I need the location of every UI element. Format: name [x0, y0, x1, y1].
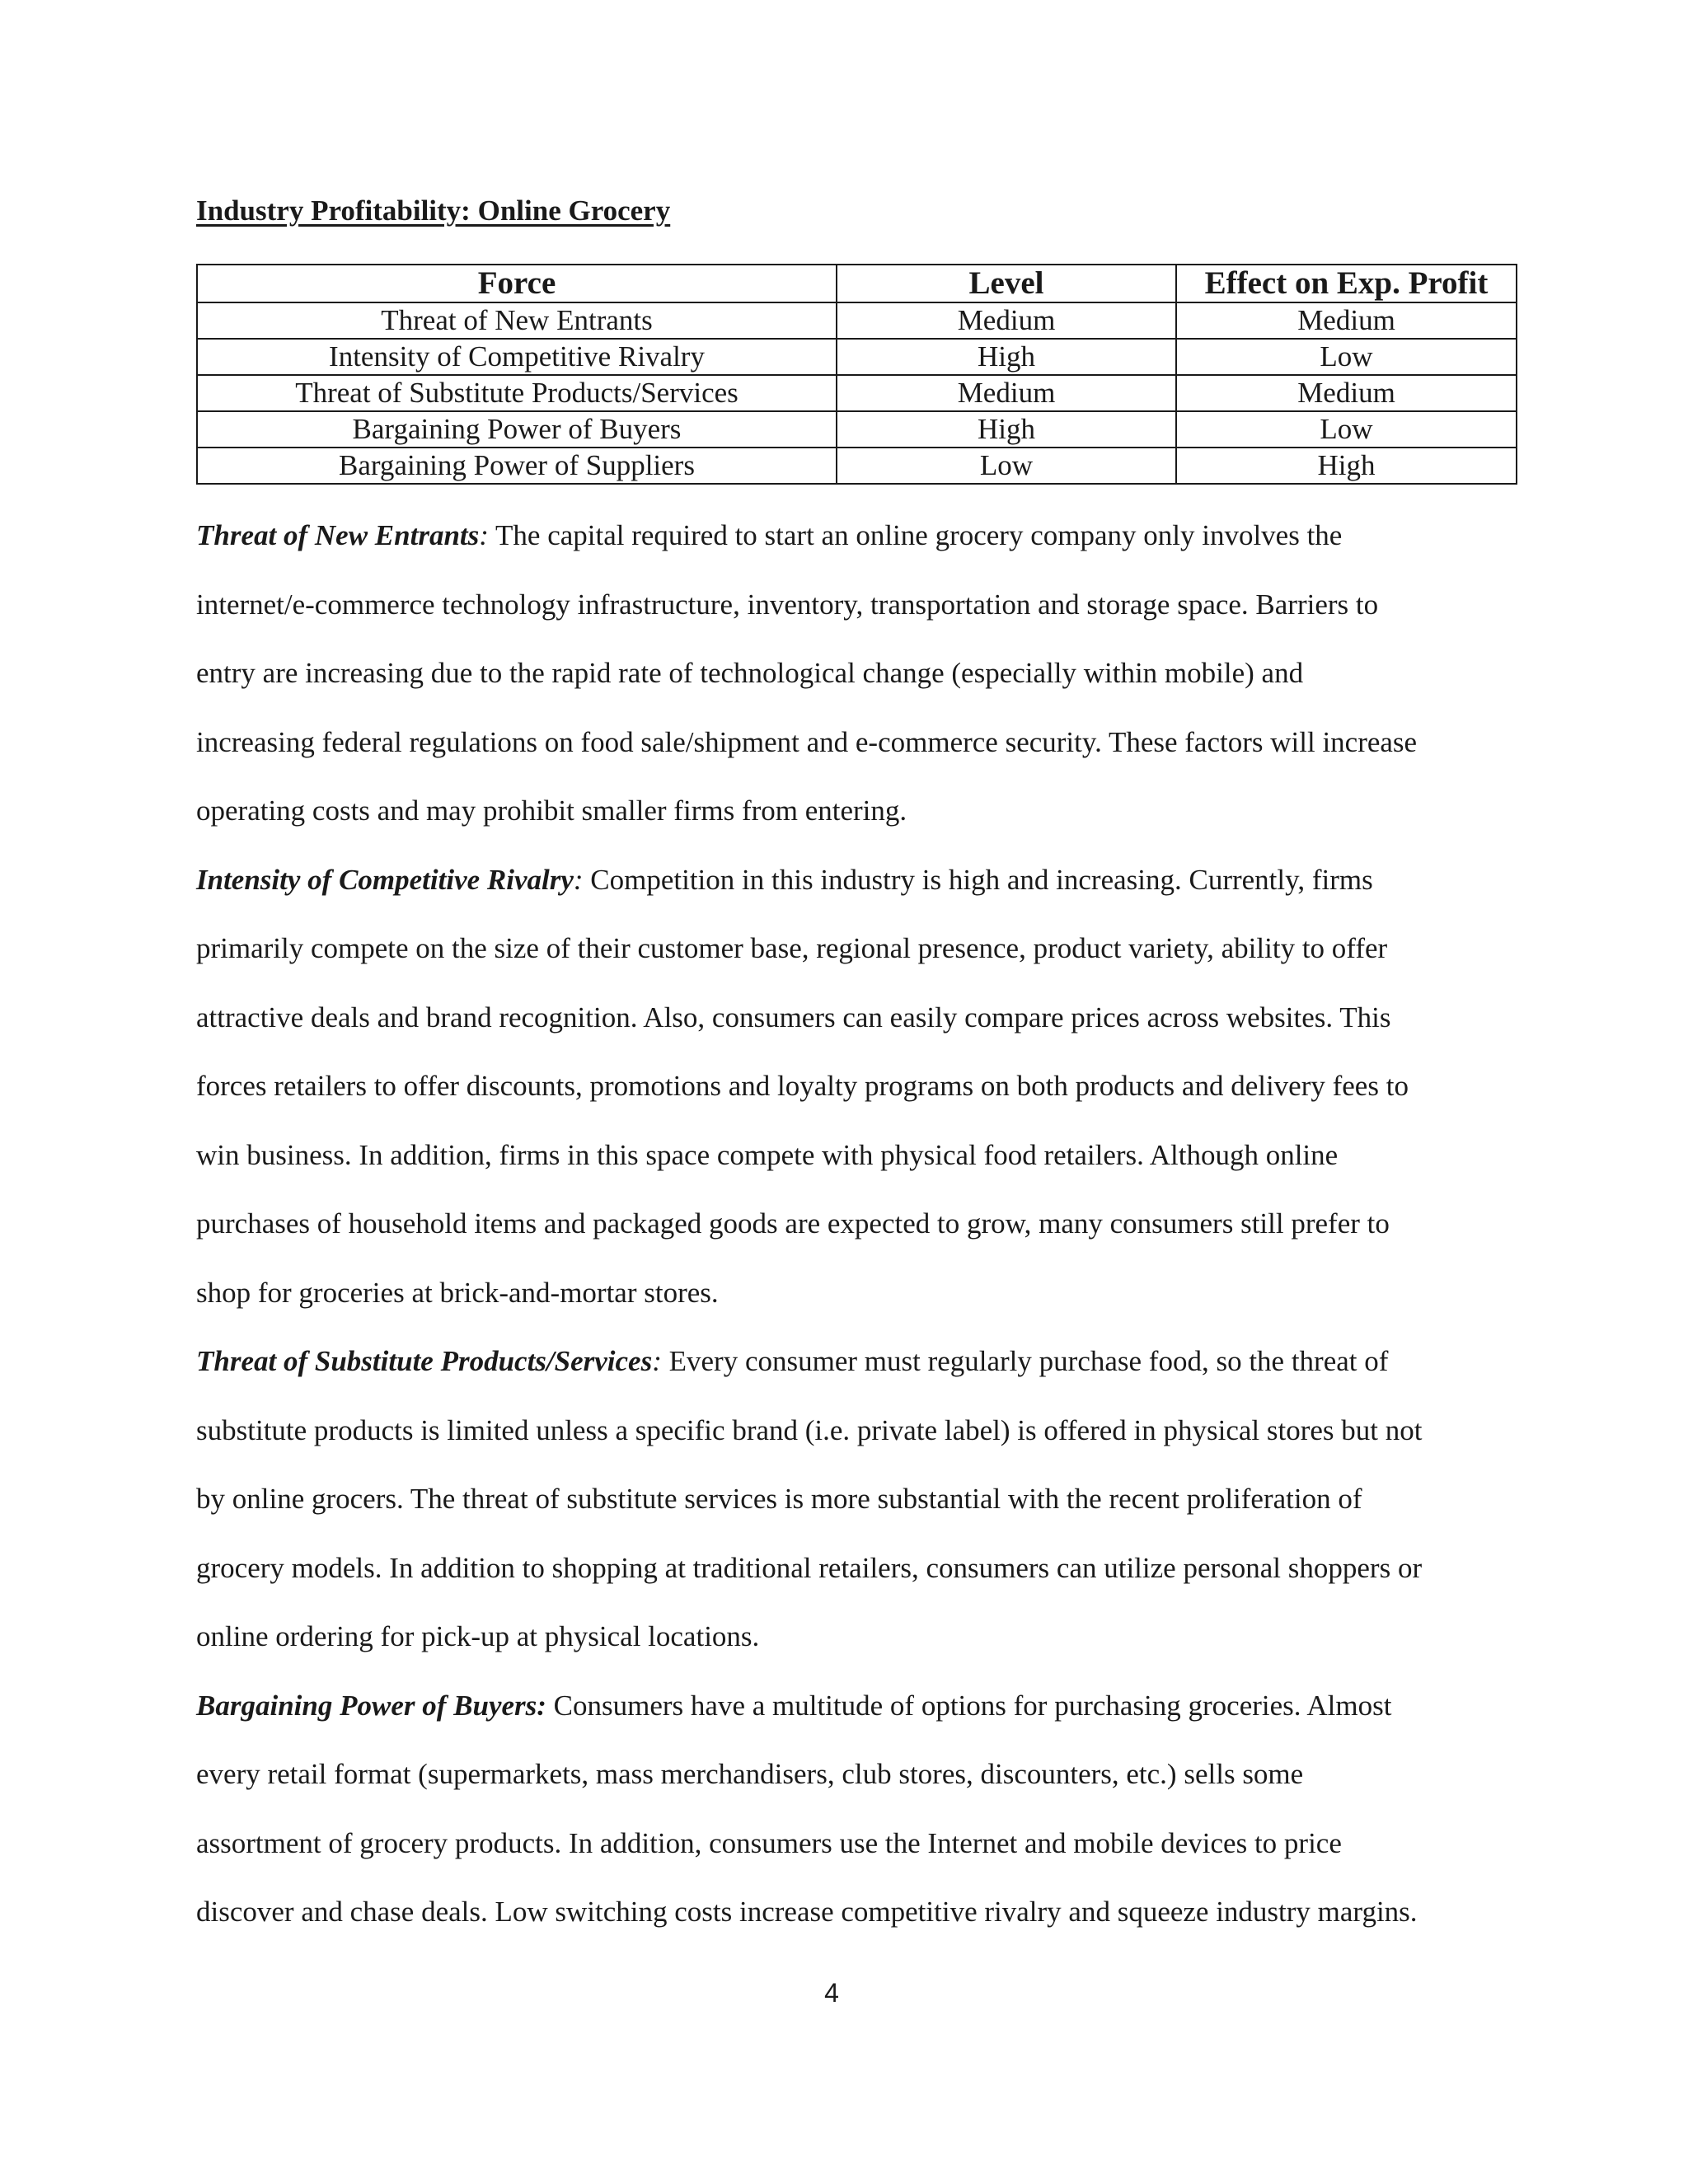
paragraph-line: substitute products is limited unless a specific brand (i.e. private label) is offered in physical stores but not: [196, 1413, 1423, 1446]
section-heading-substitutes: Threat of Substitute Products/Services: [196, 1345, 653, 1377]
paragraph-line: attractive deals and brand recognition. Also, consumers can easily compare prices across websites. This: [196, 1001, 1391, 1033]
paragraph-line: by online grocers. The threat of substitute services is more substantial with the recent proliferation of: [196, 1483, 1362, 1515]
paragraph-line: entry are increasing due to the rapid rate of technological change (especially within mobile) and: [196, 657, 1304, 689]
cell-effect: Low: [1176, 411, 1517, 448]
paragraph-line: [196, 857, 1531, 926]
paragraph-line: operating costs and may prohibit smaller firms from entering.: [196, 794, 907, 827]
line-text: Consumers have a multitude of options for purchasing groceries. Almost: [546, 1689, 1392, 1722]
section-heading-buyers: Bargaining Power of Buyers:: [196, 1689, 546, 1722]
paragraph-line: increasing federal regulations on food sale/shipment and e-commerce security. These factors will increase: [196, 725, 1418, 758]
cell-level: Medium: [837, 375, 1176, 411]
table-row: [197, 375, 1517, 411]
table-header-row: [197, 265, 1517, 302]
table-row: [197, 339, 1517, 375]
table-row: [197, 448, 1517, 484]
paragraph-line: [196, 1338, 1531, 1408]
table-row: [197, 302, 1517, 339]
forces-table: [196, 264, 1517, 485]
paragraph-line: primarily compete on the size of their customer base, regional presence, product variety, ability to offer: [196, 932, 1388, 964]
paragraph-line: assortment of grocery products. In addition, consumers use the Internet and mobile devices to price: [196, 1826, 1342, 1859]
paragraph-line: shop for groceries at brick-and-mortar stores.: [196, 1276, 719, 1309]
cell-force: Bargaining Power of Buyers: [197, 411, 837, 448]
cell-effect: Low: [1176, 339, 1517, 375]
cell-level: Low: [837, 448, 1176, 484]
paragraph-line: [196, 513, 1531, 582]
cell-force: Threat of New Entrants: [197, 302, 837, 339]
body-text: [196, 513, 1531, 1958]
cell-level: High: [837, 411, 1176, 448]
cell-effect: Medium: [1176, 302, 1517, 339]
heading-separator: :: [652, 1345, 662, 1377]
section-heading-new-entrants: Threat of New Entrants: [196, 519, 480, 551]
page-title: Industry Profitability: Online Grocery: [196, 194, 671, 227]
page-number: 4: [824, 1978, 839, 2008]
column-header-effect: Effect on Exp. Profit: [1176, 265, 1517, 302]
paragraph-line: [196, 1683, 1531, 1752]
paragraph-line: discover and chase deals. Low switching costs increase competitive rivalry and squeeze industry margins.: [196, 1896, 1418, 1928]
paragraph-line: win business. In addition, firms in this space compete with physical food retailers. Although online: [196, 1138, 1339, 1171]
table-row: [197, 411, 1517, 448]
cell-level: Medium: [837, 302, 1176, 339]
paragraph-line: purchases of household items and packaged goods are expected to grow, many consumers still prefer to: [196, 1207, 1390, 1240]
cell-effect: Medium: [1176, 375, 1517, 411]
section-heading-competitive-rivalry: Intensity of Competitive Rivalry: [196, 863, 574, 896]
paragraph-line: internet/e-commerce technology infrastructure, inventory, transportation and storage space. Barriers to: [196, 588, 1379, 621]
column-header-level: Level: [837, 265, 1176, 302]
column-header-force: Force: [197, 265, 837, 302]
cell-force: Intensity of Competitive Rivalry: [197, 339, 837, 375]
paragraph-line: every retail format (supermarkets, mass merchandisers, club stores, discounters, etc.) sells some: [196, 1758, 1304, 1790]
line-text: The capital required to start an online grocery company only involves the: [488, 519, 1343, 551]
paragraph-line: online ordering for pick-up at physical locations.: [196, 1620, 760, 1652]
cell-level: High: [837, 339, 1176, 375]
cell-force: Threat of Substitute Products/Services: [197, 375, 837, 411]
cell-force: Bargaining Power of Suppliers: [197, 448, 837, 484]
paragraph-line: grocery models. In addition to shopping at traditional retailers, consumers can utilize personal shoppers or: [196, 1551, 1423, 1584]
heading-separator: :: [479, 519, 489, 551]
line-text: Competition in this industry is high and increasing. Currently, firms: [583, 863, 1373, 896]
cell-effect: High: [1176, 448, 1517, 484]
paragraph-line: forces retailers to offer discounts, promotions and loyalty programs on both products and delivery fees to: [196, 1070, 1409, 1102]
heading-separator: :: [573, 863, 584, 896]
line-text: Every consumer must regularly purchase food, so the threat of: [661, 1345, 1389, 1377]
